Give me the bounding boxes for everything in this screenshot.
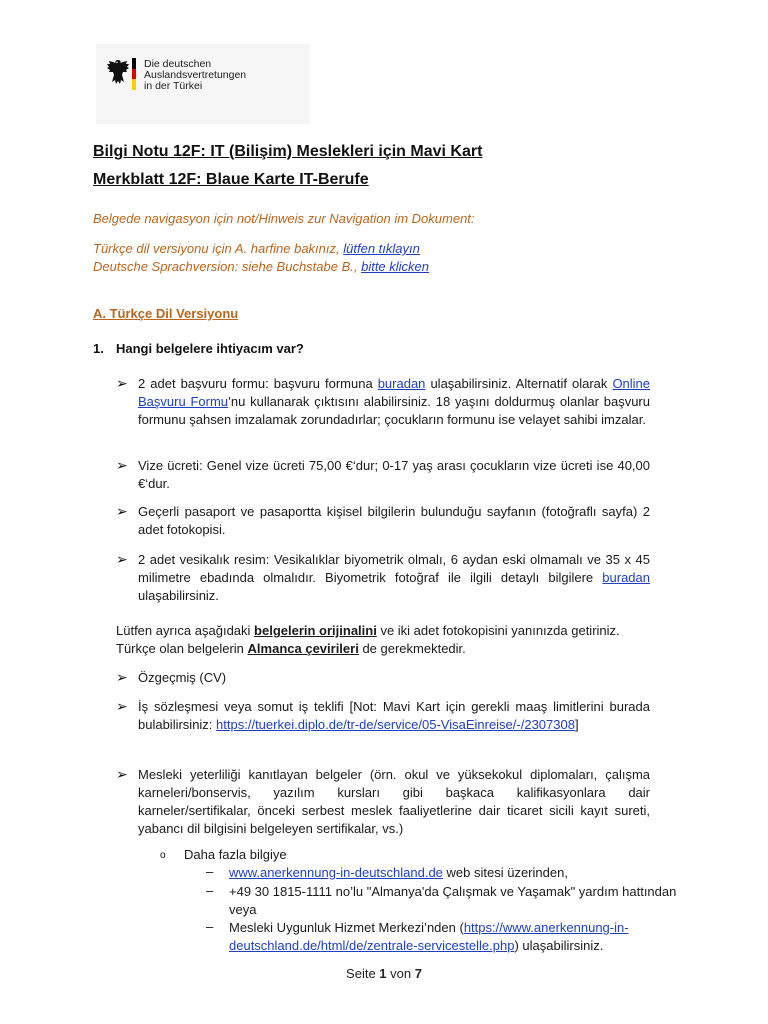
page-number-footer [0,966,768,981]
navigation-turkish-line [93,241,420,256]
section-a-heading: A. Türkçe Dil Versiyonu [93,306,239,321]
footer-text: Seite [346,966,380,981]
total-page-count: 7 [414,966,422,981]
flag-red-band [132,69,136,80]
list-item-text: 2 adet başvuru formu: başvuru formuna [138,376,378,391]
dash-bullet-icon: – [206,864,214,879]
arrow-bullet-icon: ➢ [116,669,128,685]
question-number: 1. [93,341,104,356]
service-center-link[interactable]: https://www.anerkennung-in-deutschland.de/html/de/zentrale-servicestelle.php [229,920,629,953]
flag-gold-band [132,79,136,90]
arrow-bullet-icon: ➢ [116,766,128,782]
navigation-german-text: Deutsche Sprachversion: siehe Buchstabe B., [93,259,362,274]
current-page-number: 1 [379,966,387,981]
online-application-form-link[interactable]: Online Başvuru Formu [138,376,651,409]
navigation-turkish-text: Türkçe dil versiyonu için A. harfine bakınız, [93,241,344,256]
sub-item-text: ) ulaşabilirsiniz. [514,938,604,953]
sub-item-service-center [229,919,689,955]
logo-text [144,59,246,92]
title-turkish: Bilgi Notu 12F: IT (Bilişim) Meslekleri için Mavi Kart [93,143,483,160]
list-item-text: ulaşabilirsiniz. Alternatif olarak [425,376,613,391]
anerkennung-website-link[interactable]: www.anerkennung-in-deutschland.de [229,865,443,880]
list-item-text: ulaşabilirsiniz. [138,588,219,603]
list-item-text: ’nu kullanarak çıktısını alabilirsiniz. 18 yaşını doldurmuş olanlar başvuru formunu şahsen imzalamak zorundadırlar; çocukların formunu ise velayet sahibi imzalar. [138,394,650,427]
paragraph-text: Lütfen ayrıca aşağıdaki [116,623,255,638]
list-item-qualifications: Mesleki yeterliliği kanıtlayan belgeler (örn. okul ve yüksekokul diplomaları, çalışma karneleri/bonservis, yazılım kursları gibi başkaca kalifikasyonlara dair karneler/sertifikalar, önceki serbest meslek faaliyetlerine dair ticaret sicili kayıt sureti, yabancı dil bilgisini belgeleyen sertifikalar, vs.) [138,767,650,836]
paragraph-text: ve iki adet fotokopisini yanınızda getiriniz. [376,623,620,638]
list-item-passport: Geçerli pasaport ve pasaportta kişisel bilgilerin bulunduğu sayfanın (fotoğraflı sayfa) 2 adet fotokopisi. [138,504,650,537]
list-item-cv: Özgeçmiş (CV) [138,670,227,685]
sub-item-hotline: +49 30 1815-1111 no’lu "Almanya'da Çalışmak ve Yaşamak" yardım hattından veya [229,884,677,917]
sub-item-text: Mesleki Uygunluk Hizmet Merkezi’nden ( [229,920,464,935]
embassy-logo [96,44,310,124]
dash-bullet-icon: – [206,883,214,898]
biometric-photo-link[interactable]: buradan [602,570,650,585]
paragraph-text: de gerekmektedir. [358,641,466,656]
paragraph-text: Türkçe olan belgelerin [116,641,248,656]
more-info-heading: Daha fazla bilgiye [184,847,287,862]
question-1 [93,341,304,356]
originals-emphasis: belgelerin orijinalini [254,623,377,638]
turkish-version-link[interactable]: lütfen tıklayın [343,241,420,256]
navigation-german-line [93,259,429,274]
sub-item-website [229,864,689,882]
federal-eagle-icon [106,58,130,86]
application-form-link[interactable]: buradan [377,376,426,391]
list-item-text: ] [574,717,579,732]
list-item-visa-fee: Vize ücreti: Genel vize ücreti 75,00 €‘dur; 0-17 yaş arası çocukların vize ücreti ise 40,00 €‘dur. [138,458,650,491]
arrow-bullet-icon: ➢ [116,375,128,391]
list-item-employment-contract [138,698,650,734]
logo-line-2: Auslandsvertretungen [144,69,247,81]
footer-text: von [386,966,415,981]
arrow-bullet-icon: ➢ [116,551,128,567]
dash-bullet-icon: – [206,919,214,934]
arrow-bullet-icon: ➢ [116,457,128,473]
arrow-bullet-icon: ➢ [116,503,128,519]
navigation-heading: Belgede navigasyon için not/Hinweis zur Navigation im Dokument: [93,211,475,226]
translations-emphasis: Almanca çevirileri [247,641,359,656]
german-flag-stripe [132,58,136,90]
arrow-bullet-icon: ➢ [116,698,128,714]
german-version-link[interactable]: bitte klicken [361,259,430,274]
question-text: Hangi belgelere ihtiyacım var? [116,341,304,356]
flag-black-band [132,58,136,69]
logo-line-3: in der Türkei [144,80,203,92]
translations-line [116,640,650,658]
list-item-photos [138,551,650,605]
title-german: Merkblatt 12F: Blaue Karte IT-Berufe [93,171,369,188]
list-item-text: 2 adet vesikalık resim: Vesikalıklar biyometrik olmalı, 6 aydan eski olmamalı ve 35 x 45 milimetre ebadında olmalıdır. Biyometrik fotoğraf ile ilgili detaylı bilgilere [138,552,650,585]
originals-paragraph [116,622,650,658]
sub-item-text: web sitesi üzerinden, [442,865,568,880]
salary-limits-link[interactable]: https://tuerkei.diplo.de/tr-de/service/05-VisaEinreise/-/2307308 [216,717,575,732]
circle-bullet-icon: o [160,850,166,861]
logo-line-1: Die deutschen [144,58,212,70]
list-item-application-form [138,375,650,429]
originals-line [116,622,650,640]
list-item-text: İş sözleşmesi veya somut iş teklifi [Not: Mavi Kart için gerekli maaş limitlerini burada bulabilirsiniz: [138,699,650,732]
